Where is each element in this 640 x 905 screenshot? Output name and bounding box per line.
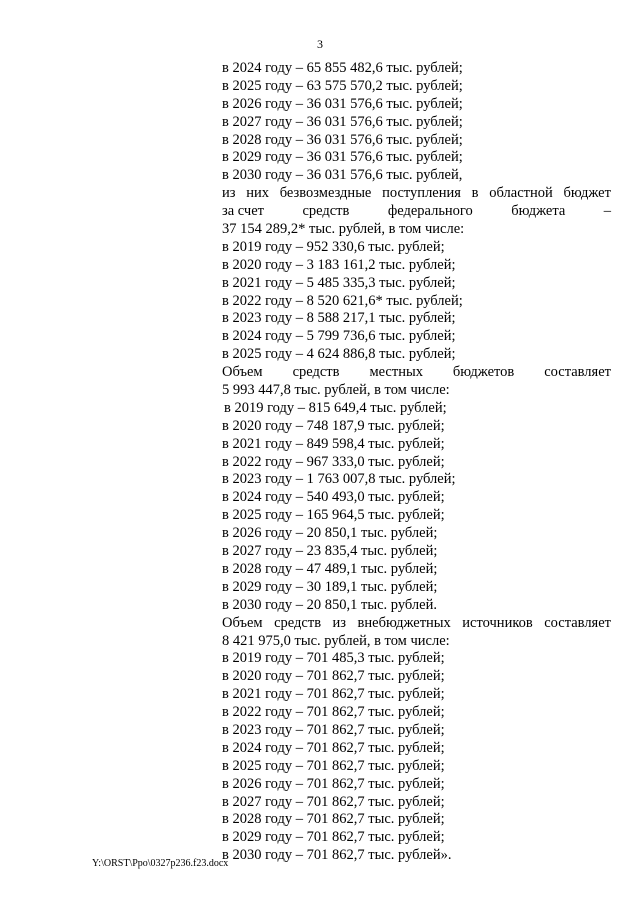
word: бюджет (563, 185, 611, 202)
list-item: в 2024 году – 540 493,0 тыс. рублей; (222, 489, 445, 506)
list-item: в 2030 году – 701 862,7 тыс. рублей». (222, 847, 452, 864)
list-item: в 2028 году – 701 862,7 тыс. рублей; (222, 811, 445, 828)
list-item: в 2025 году – 701 862,7 тыс. рублей; (222, 757, 445, 774)
word: внебюджетных (357, 614, 451, 631)
funding-list-extrabudget (222, 650, 611, 865)
list-item: в 2022 году – 967 333,0 тыс. рублей; (222, 453, 445, 470)
list-item: в 2022 году – 8 520 621,6* тыс. рублей; (222, 292, 463, 309)
footer-file-path: Y:\ORST\Ppo\0327p236.f23.docx (92, 858, 229, 869)
list-item: в 2025 году – 4 624 886,8 тыс. рублей; (222, 346, 456, 363)
list-item: в 2027 году – 36 031 576,6 тыс. рублей; (222, 113, 463, 130)
list-item: в 2026 году – 701 862,7 тыс. рублей; (222, 775, 445, 792)
word: бюджета (511, 203, 566, 220)
paragraph-local (222, 364, 611, 400)
list-item: в 2027 году – 23 835,4 тыс. рублей; (222, 543, 438, 560)
list-item: в 2021 году – 849 598,4 тыс. рублей; (222, 435, 445, 452)
funding-list-total (222, 60, 611, 185)
list-item: в 2019 году – 952 330,6 тыс. рублей; (222, 238, 445, 255)
justified-line (222, 203, 611, 221)
paragraph-line: 37 154 289,2* тыс. рублей, в том числе: (222, 221, 465, 238)
list-item: в 2022 году – 701 862,7 тыс. рублей; (222, 704, 445, 721)
word: из (222, 185, 236, 202)
paragraph-line: 5 993 447,8 тыс. рублей, в том числе: (222, 382, 450, 399)
word: – (603, 203, 611, 220)
word: местных (369, 364, 423, 381)
word: федерального (387, 203, 473, 220)
list-item: в 2023 году – 701 862,7 тыс. рублей; (222, 721, 445, 738)
list-item: в 2028 году – 36 031 576,6 тыс. рублей; (222, 131, 463, 148)
funding-list-federal (222, 239, 611, 364)
list-item: в 2024 году – 5 799 736,6 тыс. рублей; (222, 328, 456, 345)
list-item: в 2029 году – 30 189,1 тыс. рублей; (222, 578, 438, 595)
word: источников (462, 614, 533, 631)
list-item: в 2029 году – 36 031 576,6 тыс. рублей; (222, 149, 463, 166)
word: бюджетов (452, 364, 515, 381)
list-item: в 2020 году – 748 187,9 тыс. рублей; (222, 417, 445, 434)
justified-line (222, 185, 611, 203)
list-item: в 2021 году – 5 485 335,3 тыс. рублей; (222, 274, 456, 291)
word: Объем (222, 364, 263, 381)
word: из (332, 614, 347, 631)
paragraph-line: 8 421 975,0 тыс. рублей, в том числе: (222, 632, 450, 649)
list-item: в 2030 году – 36 031 576,6 тыс. рублей, (222, 167, 463, 184)
word: за счет (222, 203, 264, 220)
page-number: 3 (317, 37, 323, 51)
list-item: в 2025 году – 165 964,5 тыс. рублей; (222, 507, 445, 524)
list-item: в 2020 году – 3 183 161,2 тыс. рублей; (222, 256, 456, 273)
word: них (246, 185, 270, 202)
list-item: в 2023 году – 8 588 217,1 тыс. рублей; (222, 310, 456, 327)
word: составляет (544, 364, 611, 381)
word: в (471, 185, 479, 202)
paragraph-federal (222, 185, 611, 239)
list-item: в 2024 году – 701 862,7 тыс. рублей; (222, 739, 445, 756)
list-item: в 2019 году – 815 649,4 тыс. рублей; (224, 399, 447, 416)
funding-list-local (222, 400, 611, 615)
list-item: в 2026 году – 20 850,1 тыс. рублей; (222, 525, 438, 542)
word: Объем (222, 614, 263, 631)
word: средств (292, 364, 340, 381)
word: областной (489, 185, 553, 202)
list-item: в 2026 году – 36 031 576,6 тыс. рублей; (222, 95, 463, 112)
list-item: в 2023 году – 1 763 007,8 тыс. рублей; (222, 471, 456, 488)
list-item: в 2021 году – 701 862,7 тыс. рублей; (222, 686, 445, 703)
word: средств (274, 614, 322, 631)
list-item: в 2024 году – 65 855 482,6 тыс. рублей; (222, 60, 463, 76)
justified-line (222, 615, 611, 633)
list-item: в 2027 году – 701 862,7 тыс. рублей; (222, 793, 445, 810)
list-item: в 2030 году – 20 850,1 тыс. рублей. (222, 596, 437, 613)
paragraph-extrabudget (222, 615, 611, 651)
list-item: в 2025 году – 63 575 570,2 тыс. рублей; (222, 77, 463, 94)
word: безвозмездные (279, 185, 372, 202)
document-body (222, 60, 611, 865)
word: составляет (544, 614, 611, 631)
list-item: в 2020 году – 701 862,7 тыс. рублей; (222, 668, 445, 685)
list-item: в 2019 году – 701 485,3 тыс. рублей; (222, 650, 445, 667)
word: поступления (382, 185, 461, 202)
word: средств (302, 203, 350, 220)
list-item: в 2029 году – 701 862,7 тыс. рублей; (222, 829, 445, 846)
list-item: в 2028 году – 47 489,1 тыс. рублей; (222, 560, 438, 577)
justified-line (222, 364, 611, 382)
